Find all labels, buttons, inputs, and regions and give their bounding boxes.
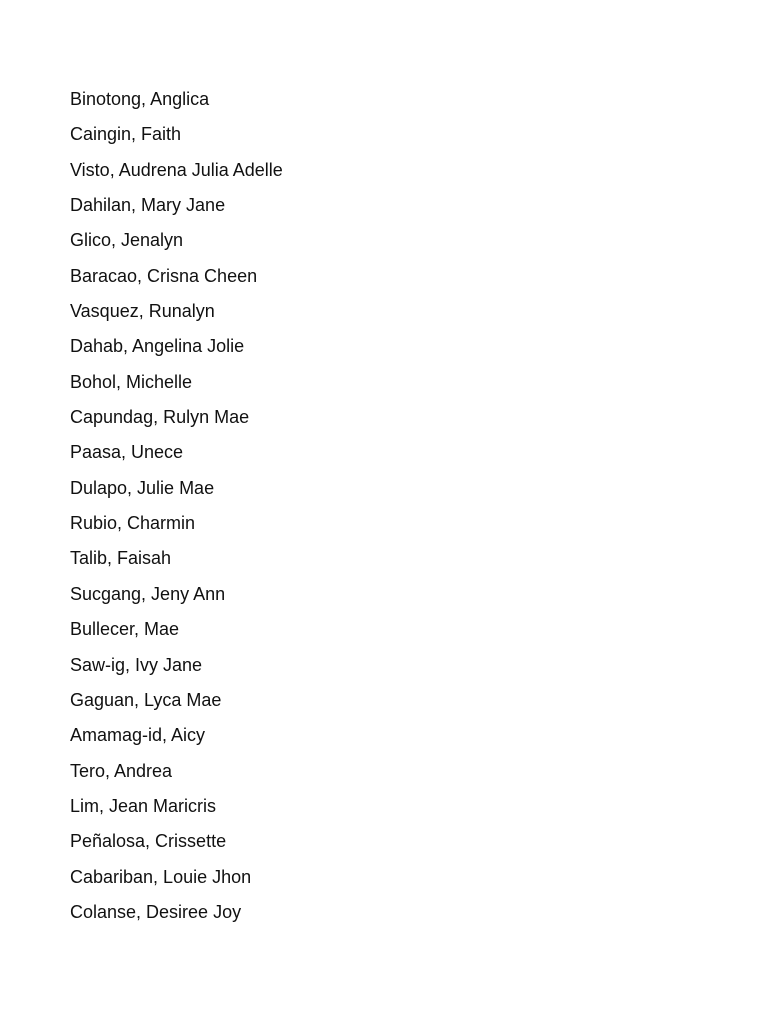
name-list-item: Paasa, Unece [70,442,184,463]
name-list-item: Dulapo, Julie Mae [70,477,215,498]
name-list-item: Gaguan, Lyca Mae [70,689,222,710]
name-list-item: Bohol, Michelle [70,371,193,392]
name-list-item: Saw-ig, Ivy Jane [70,654,203,675]
name-list [70,86,283,934]
name-list-item: Peñalosa, Crissette [70,831,227,852]
name-list-item: Binotong, Anglica [70,89,210,109]
name-list-item: Capundag, Rulyn Mae [70,407,250,428]
name-list-item: Cabariban, Louie Jhon [70,866,252,887]
name-list-item: Tero, Andrea [70,760,173,781]
name-list-item: Talib, Faisah [70,548,172,569]
name-list-item: Glico, Jenalyn [70,230,184,251]
name-list-item: Bullecer, Mae [70,619,180,640]
name-list-item: Dahab, Angelina Jolie [70,336,245,357]
name-list-item: Baracao, Crisna Cheen [70,265,258,286]
name-list-item: Dahilan, Mary Jane [70,195,226,216]
name-list-item: Sucgang, Jeny Ann [70,583,226,604]
name-list-item: Amamag-id, Aicy [70,725,206,746]
name-list-item: Rubio, Charmin [70,513,196,534]
name-list-item: Caingin, Faith [70,124,182,145]
name-list-item: Visto, Audrena Julia Adelle [70,159,283,180]
name-list-item: Colanse, Desiree Joy [70,901,242,922]
name-list-item: Vasquez, Runalyn [70,301,215,322]
name-list-item: Lim, Jean Maricris [70,795,217,816]
